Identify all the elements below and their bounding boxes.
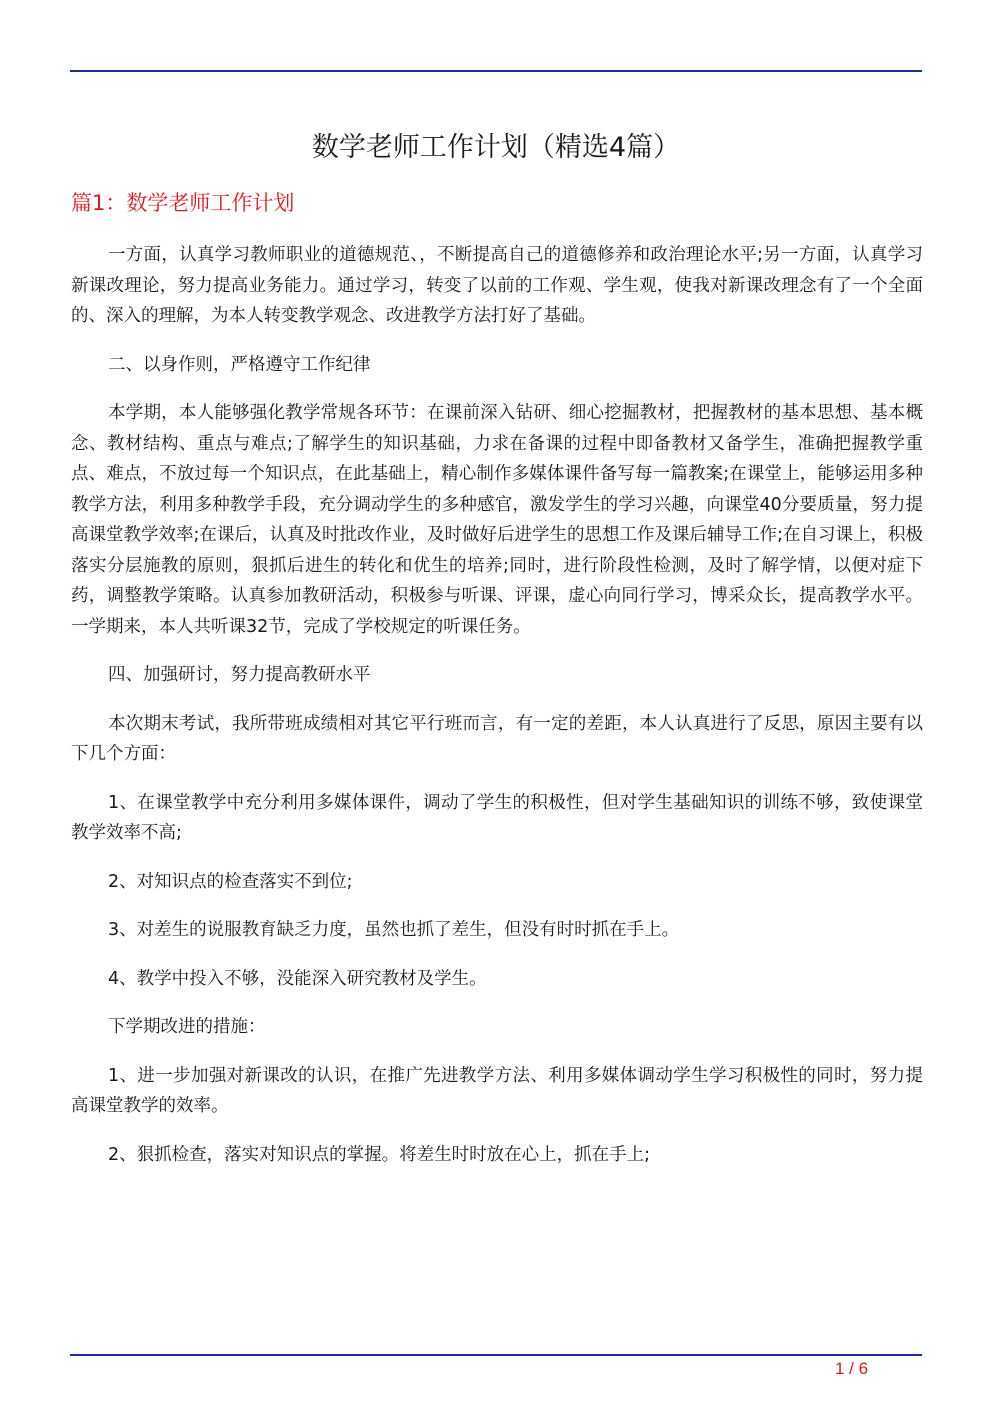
paragraph: 4、教学中投入不够，没能深入研究教材及学生。 <box>108 968 487 989</box>
header-rule <box>70 70 922 72</box>
page-number: 1 / 6 <box>835 1359 869 1378</box>
footer-rule <box>70 1354 922 1356</box>
paragraph: 本次期末考试，我所带班成绩相对其它平行班而言，有一定的差距，本人认真进行了反思，原因主要有以下几个方面： <box>71 713 923 764</box>
paragraph: 一方面，认真学习教师职业的道德规范、，不断提高自己的道德修养和政治理论水平;另一方面，认真学习新课改理论，努力提高业务能力。通过学习，转变了以前的工作观、学生观，使我对新课改理念有了一个全面的、深入的理解，为本人转变教学观念、改进教学方法打好了基础。 <box>71 245 923 326</box>
document-title: 数学老师工作计划（精选4篇） <box>311 132 681 163</box>
paragraph: 3、对差生的说服教育缺乏力度，虽然也抓了差生，但没有时时抓在手上。 <box>108 920 680 940</box>
paragraph: 2、狠抓检查，落实对知识点的掌握。将差生时时放在心上，抓在手上; <box>108 1144 651 1165</box>
paragraph-heading: 二、以身作则，严格遵守工作纪律 <box>108 354 371 375</box>
paragraph-heading: 四、加强研讨，努力提高教研水平 <box>108 665 371 685</box>
paragraph: 下学期改进的措施： <box>108 1017 266 1037</box>
paragraph: 1、在课堂教学中充分利用多媒体课件，调动了学生的积极性，但对学生基础知识的训练不够，致使课堂教学效率不高; <box>71 792 923 843</box>
document-body <box>71 240 923 1188</box>
paragraph: 本学期，本人能够强化教学常规各环节：在课前深入钻研、细心挖掘教材，把握教材的基本思想、基本概念、教材结构、重点与难点;了解学生的知识基础，力求在备课的过程中即备教材又备学生，准确把握教学重点、难点，不放过每一个知识点，在此基础上，精心制作多媒体课件备写每一篇教案;在课堂上，能够运用多种教学方法，利用多种教学手段，充分调动学生的多种感官，激发学生的学习兴趣，向课堂40分要质量，努力提高课堂教学效率;在课后，认真及时批改作业，及时做好后进学生的思想工作及课后辅导工作;在自习课上，积极落实分层施教的原则，狠抓后进生的转化和优生的培养;同时，进行阶段性检测，及时了解学情，以便对症下药，调整教学策略。认真参加教研活动，积极参与听课、评课，虚心向同行学习，博采众长，提高教学水平。一学期来，本人共听课32节，完成了学校规定的听课任务。 <box>71 403 923 637</box>
section-title: 篇1：数学老师工作计划 <box>71 191 295 215</box>
paragraph: 1、进一步加强对新课改的认识，在推广先进教学方法、利用多媒体调动学生学习积极性的同时，努力提高课堂教学的效率。 <box>71 1065 923 1116</box>
paragraph: 2、对知识点的检查落实不到位; <box>108 871 353 892</box>
